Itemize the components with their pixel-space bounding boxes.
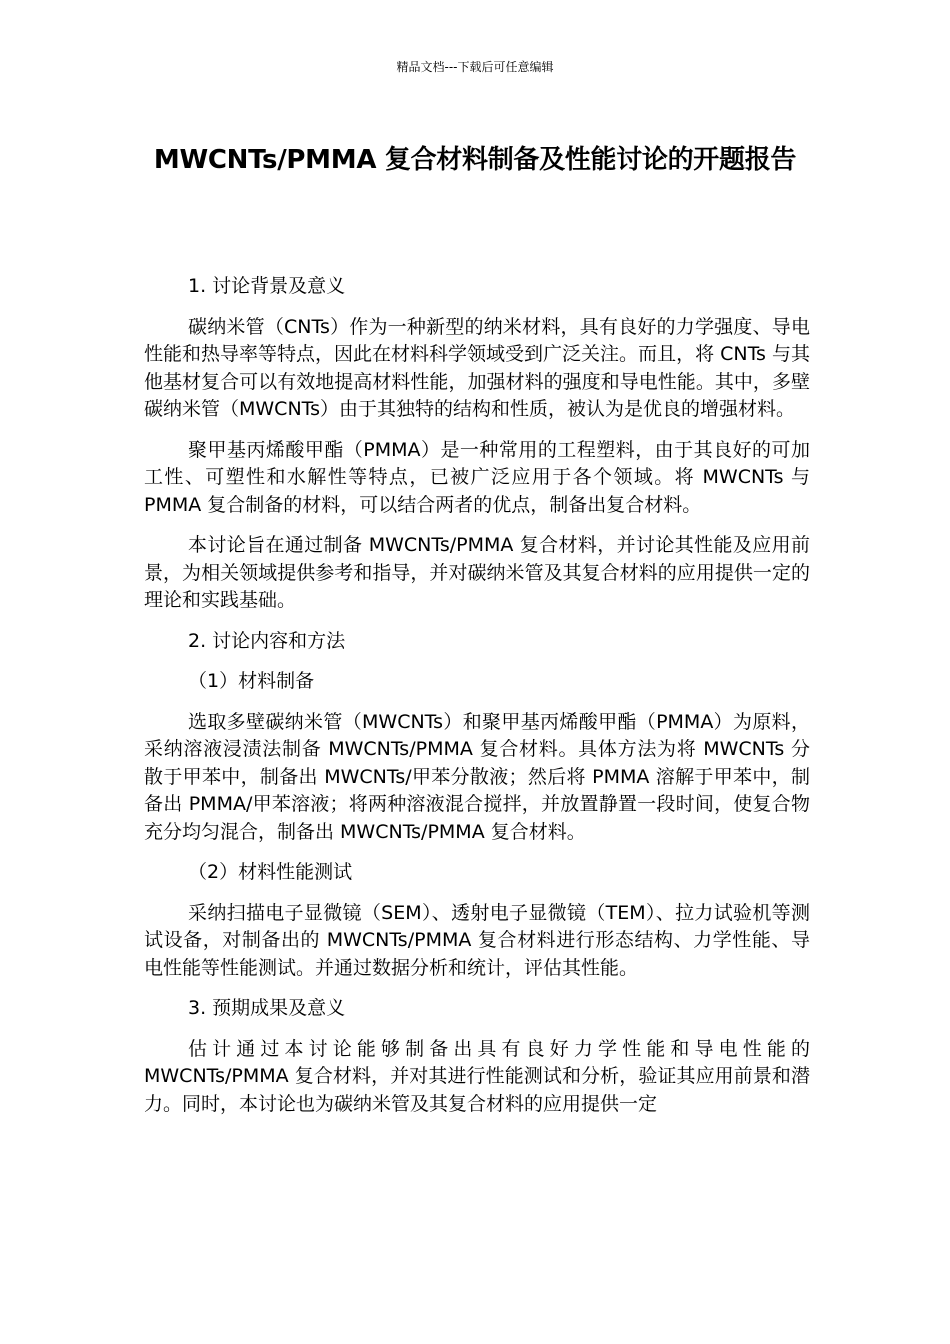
paragraph-research-aim: 本讨论旨在通过制备 MWCNTs/PMMA 复合材料，并讨论其性能及应用前景，为相关领域提供参考和指导，并对碳纳米管及其复合材料的应用提供一定的理论和实践基础。	[144, 534, 810, 611]
paragraph-outcomes: 估计通过本讨论能够制备出具有良好力学性能和导电性能的 MWCNTs/PMMA 复合材料，并对其进行性能测试和分析，验证其应用前景和潜力。同时，本讨论也为碳纳米管及其复合材料的应用提供一定	[144, 1037, 810, 1115]
document-body	[144, 273, 810, 1131]
paragraph-cnts-intro: 碳纳米管（CNTs）作为一种新型的纳米材料，具有良好的力学强度、导电性能和热导率等特点，因此在材料科学领域受到广泛关注。而且，将 CNTs 与其他基材复合可以有效地提高材料性能，加强材料的强度和导电性能。其中，多壁碳纳米管（MWCNTs）由于其独特的结构和性质，被认为是优良的增强材料。	[144, 315, 810, 420]
paragraph-performance-test: 采纳扫描电子显微镜（SEM）、透射电子显微镜（TEM）、拉力试验机等测试设备，对制备出的 MWCNTs/PMMA 复合材料进行形态结构、力学性能、导电性能等性能测试。并通过数据分析和统计，评估其性能。	[144, 901, 810, 979]
subheading-material-prep: （1）材料制备	[188, 670, 315, 692]
paragraph-pmma-intro: 聚甲基丙烯酸甲酯（PMMA）是一种常用的工程塑料，由于其良好的可加工性、可塑性和水解性等特点，已被广泛应用于各个领域。将 MWCNTs 与 PMMA 复合制备的材料，可以结合两者的优点，制备出复合材料。	[144, 438, 810, 516]
section-heading-outcomes: 3. 预期成果及意义	[188, 997, 346, 1019]
section-heading-methods: 2. 讨论内容和方法	[188, 629, 346, 652]
section-heading-background: 1. 讨论背景及意义	[188, 275, 346, 297]
document-title: MWCNTs/PMMA 复合材料制备及性能讨论的开题报告	[153, 145, 797, 175]
subheading-performance-test: （2）材料性能测试	[188, 861, 353, 883]
paragraph-material-prep: 选取多壁碳纳米管（MWCNTs）和聚甲基丙烯酸甲酯（PMMA）为原料，采纳溶液浸渍法制备 MWCNTs/PMMA 复合材料。具体方法为将 MWCNTs 分散于甲苯中，制备出 MWCNTs/甲苯分散液；然后将 PMMA 溶解于甲苯中，制备出 PMMA/甲苯溶液；将两种溶液混合搅拌，并放置静置一段时间，使复合物充分均匀混合，制备出 MWCNTs/PMMA 复合材料。	[144, 710, 810, 843]
header-watermark: 精品文档---下载后可任意编辑	[396, 60, 554, 74]
